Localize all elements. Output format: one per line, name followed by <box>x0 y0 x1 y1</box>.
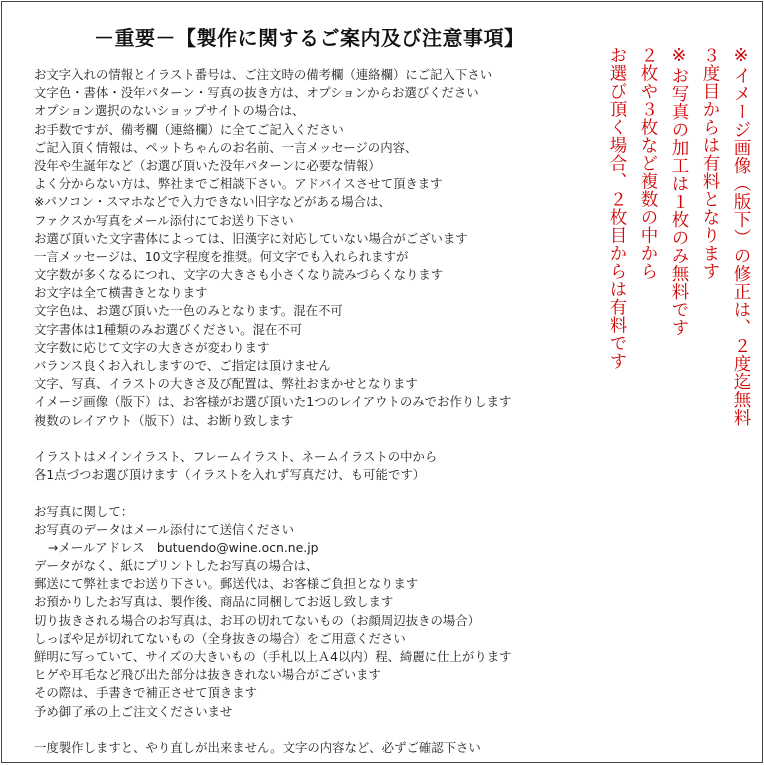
notice-page <box>1 1 763 763</box>
text-line: お手数ですが、備考欄（連絡欄）に全てご記入ください <box>34 121 344 137</box>
text-line: ※パソコン・スマホなどで入力できない旧字などがある場合は、 <box>34 194 391 210</box>
text-line: 複数のレイアウト（版下）は、お断り致します <box>34 412 294 428</box>
text-line: 切り抜きされる場合のお写真は、お耳の切れてないもの（お顔周辺抜きの場合） <box>34 612 481 628</box>
text-line: 一度製作しますと、やり直しが出来ません。文字の内容など、必ずご確認下さい <box>34 739 481 755</box>
text-line: ファクスか写真をメール添付にてお送り下さい <box>34 212 294 228</box>
text-line: バランス良くお入れしますので、ご指定は頂けません <box>34 358 331 373</box>
text-line: お文字入れの情報とイラスト番号は、ご注文時の備考欄（連絡欄）にご記入下さい <box>34 67 493 82</box>
note-column-2: ３度目からは有料となります <box>700 46 720 280</box>
text-line: 文字数が多くなるにつれ、文字の大きさも小さくなり読みづらくなります <box>34 267 444 283</box>
text-line: データがなく、紙にプリントしたお写真の場合は、 <box>34 558 319 574</box>
page-title: －重要－【製作に関するご案内及び注意事項】 <box>94 26 525 50</box>
text-line: 文字書体は1種類のみお選びください。混在不可 <box>34 321 303 337</box>
text-line: よく分からない方は、弊社までご相談下さい。アドバイスさせて頂きます <box>34 176 443 192</box>
text-line: お預かりしたお写真は、製作後、商品に同梱してお返し致します <box>34 594 394 610</box>
text-line: 文字数に応じて文字の大きさが変わります <box>34 339 270 355</box>
text-line: お文字は全て横書きとなります <box>34 285 208 301</box>
instructions-text <box>34 66 594 757</box>
note-column-1: ※イメージ画像（版下）の修正は、２度迄無料 <box>731 46 751 427</box>
text-line: 予め御了承の上ご注文くださいませ <box>34 703 233 719</box>
text-line: 文字色は、お選び頂いた一色のみとなります。混在不可 <box>34 303 343 319</box>
blank-line <box>34 430 594 448</box>
text-line: 各1点づつお選び頂けます（イラストを入れず写真だけ、も可能です） <box>34 467 426 483</box>
note-column-5: お選び頂く場合、２枚目からは有料です <box>607 46 627 370</box>
text-line: お選び頂いた文字書体によっては、旧漢字に対応していない場合がございます <box>34 230 468 246</box>
text-line: 没年や生誕年など（お選び頂いた没年パターンに必要な情報） <box>34 157 381 173</box>
text-line: イラストはメインイラスト、フレームイラスト、ネームイラストの中から <box>34 448 438 464</box>
text-line: ご記入頂く情報は、ペットちゃんのお名前、一言メッセージの内容、 <box>34 139 418 155</box>
text-line: その際は、手書きで補正させて頂きます <box>34 685 258 701</box>
text-line: 文字、写真、イラストの大きさ及び配置は、弊社おまかせとなります <box>34 376 418 392</box>
text-line: 文字色・書体・没年パターン・写真の抜き方は、オプションからお選びください <box>34 85 479 101</box>
red-notes <box>601 46 756 746</box>
note-column-4: ２枚や３枚など複数の中から <box>638 46 658 280</box>
text-line: 郵送にて弊社までお送り下さい。郵送代は、お客様ご負担となります <box>34 576 419 592</box>
text-line: 鮮明に写っていて、サイズの大きいもの（手札以上Ａ4以内）程、綺麗に仕上がります <box>34 649 512 664</box>
text-line: しっぽや足が切れてないもの（全身抜きの場合）をご用意ください <box>34 630 406 646</box>
text-line: 一言メッセージは、10文字程度を推奨。何文字でも入れられますが <box>34 248 409 264</box>
note-column-3: ※お写真の加工は１枚のみ無料です <box>669 46 689 337</box>
text-line: お写真のデータはメール添付にて送信ください <box>34 521 294 537</box>
text-line: オプション選択のないショップサイトの場合は、 <box>34 103 305 119</box>
blank-line <box>34 721 594 739</box>
text-line: ヒゲや耳毛など飛び出た部分は抜ききれない場合がございます <box>34 667 381 683</box>
blank-line <box>34 484 594 502</box>
text-line: お写真に関して： <box>34 503 134 519</box>
text-line: →メールアドレス butuendo@wine.ocn.ne.jp <box>48 539 319 555</box>
text-line: イメージ画像（版下）は、お客様がお選び頂いた1つのレイアウトのみでお作りします <box>34 394 512 410</box>
